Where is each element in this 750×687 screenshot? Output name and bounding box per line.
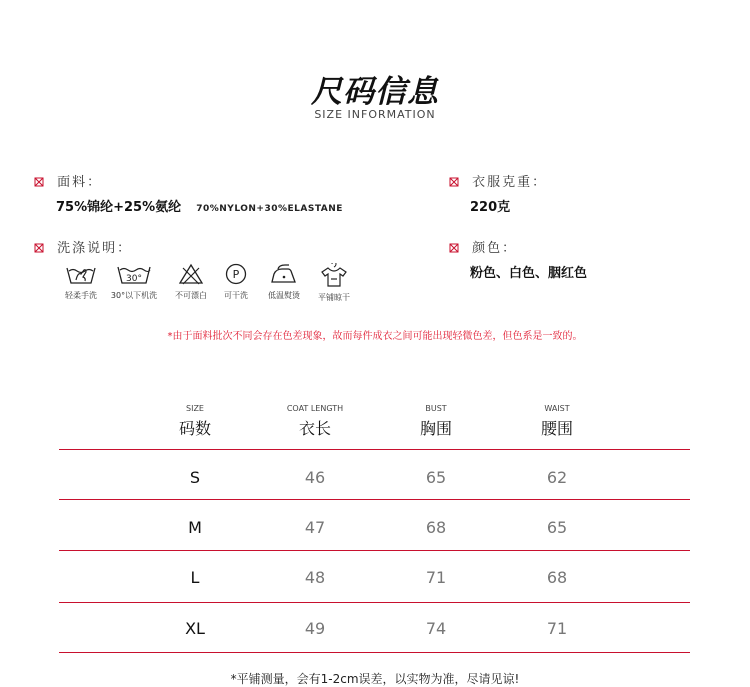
weight-label: 衣服克重： [472,175,548,190]
header-coat-length: COAT LENGTH 衣长 [286,404,344,438]
diamond-bullet-icon [34,243,44,253]
cell-length: 49 [304,619,326,638]
page-title: 尺码信息 [311,74,439,110]
cell-bust: 68 [425,518,447,537]
cell-waist: 71 [546,619,568,638]
washing-label-row [34,237,132,256]
wash-temp-badge: 30° [126,274,142,284]
weight-value: 220克 [470,200,511,215]
cell-waist: 62 [546,468,568,487]
page-subtitle: SIZE INFORMATION [314,108,436,121]
diamond-bullet-icon [449,243,459,253]
care-caption: 轻柔手洗 [65,291,97,300]
color-variance-notice: *由于面料批次不同会存在色差现象，故而每件成衣之间可能出现轻微色差，但色系是一致的。 [167,331,583,342]
care-item-low-iron [259,263,309,301]
cell-size: L [190,568,200,587]
cell-waist: 65 [546,518,568,537]
fabric-label: 面料： [57,175,103,190]
fabric-value: 75%锦纶+25%氨纶 [56,200,182,215]
colors-value: 粉色、白色、胭红色 [470,266,588,281]
weight-label-row [449,171,547,190]
care-caption: 不可漂白 [175,291,207,300]
machine-wash-30-icon [115,263,153,285]
low-iron-icon [269,263,299,285]
care-caption: 平铺晾干 [318,293,350,302]
colors-label: 颜色： [472,241,518,256]
table-divider [59,652,690,653]
washing-label: 洗涤说明： [57,241,133,256]
table-divider [59,449,690,450]
table-divider [59,602,690,603]
care-item-machine-wash [109,263,159,301]
cell-bust: 71 [425,568,447,587]
dry-clean-p-icon [224,263,248,285]
care-icons [58,263,358,311]
cell-length: 47 [304,518,326,537]
fabric-value-en: 70%NYLON+30%ELASTANE [196,204,343,214]
diamond-bullet-icon [34,177,44,187]
cell-size: M [188,518,202,537]
dry-flat-icon [319,263,349,287]
cell-length: 48 [304,568,326,587]
cell-bust: 74 [425,619,447,638]
care-caption: 30°以下机洗 [110,291,158,300]
hand-wash-icon [64,263,98,285]
cell-waist: 68 [546,568,568,587]
fabric-label-row [34,171,102,190]
header-size: SIZE 码数 [178,404,211,438]
header-waist: WAIST 腰围 [540,404,573,438]
no-bleach-icon [178,263,204,285]
care-caption: 可干洗 [224,291,248,300]
care-item-hand-wash [56,263,106,301]
measurement-note: *平铺测量，会有1-2cm误差，以实物为准，尽请见谅! [230,672,520,686]
care-caption: 低温熨烫 [268,291,300,300]
cell-size: XL [185,619,205,638]
cell-bust: 65 [425,468,447,487]
care-item-no-bleach [166,263,216,301]
care-item-dry-clean [211,263,261,301]
cell-length: 46 [304,468,326,487]
cell-size: S [189,468,201,487]
diamond-bullet-icon [449,177,459,187]
table-divider [59,499,690,500]
header-bust: BUST 胸围 [419,404,452,438]
care-item-dry-flat [309,263,359,303]
table-divider [59,550,690,551]
dry-clean-badge: P [232,268,240,281]
colors-label-row [449,237,517,256]
